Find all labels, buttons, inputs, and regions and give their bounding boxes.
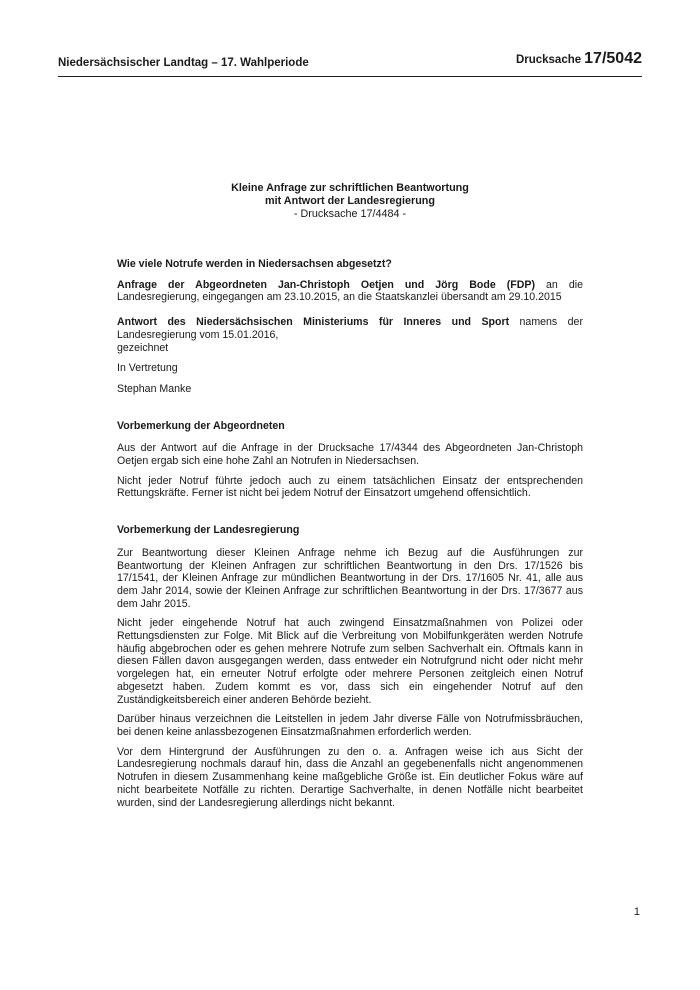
landesregierung-paragraph: Vor dem Hintergrund der Ausführungen zu den o. a. Anfragen weise ich aus Sicht der Landesregierung nochmals darauf hin, dass die Anzahl an gegebenenfalls nicht angenommenen Notrufen in diesem Zusammenhang keine maßgebliche Größe ist. Ein deutlicher Fokus wäre auf nicht bearbeitete Notfälle zu richten. Derartige Sachverhalte, in denen Notfälle nicht bearbeitet wurden, sind der Landesregierung allerdings nicht bekannt. xyxy=(117,745,583,809)
in-vertretung: In Vertretung xyxy=(117,362,178,375)
drucksache-label: Drucksache xyxy=(515,54,582,66)
anfrage-authors: Anfrage der Abgeordneten Jan-Christoph Oetjen und Jörg Bode (FDP) xyxy=(117,278,536,291)
page-number: 1 xyxy=(633,906,640,918)
drucksache-number: 17/5042 xyxy=(584,50,642,67)
antwort-details: namens der Landesregierung vom 15.01.2016, xyxy=(117,316,583,341)
landesregierung-paragraph: Darüber hinaus verzeichnen die Leitstellen in jedem Jahr diverse Fälle von Notrufmissbräuchen, bei denen keine anlassbezogenen Einsatzmaßnahmen erforderlich werden. xyxy=(117,713,583,738)
abgeordnete-paragraph: Aus der Antwort auf die Anfrage in der Drucksache 17/4344 des Abgeordneten Jan-Christoph Oetjen ergab sich eine hohe Zahl an Notrufen in Niedersachsen. xyxy=(117,442,583,468)
antwort-signed: gezeichnet xyxy=(117,341,169,354)
document-body xyxy=(117,258,583,816)
question-heading: Wie viele Notrufe werden in Niedersachsen abgesetzt? xyxy=(117,258,392,270)
antwort-paragraph xyxy=(117,316,583,354)
landesregierung-paragraph: Nicht jeder eingehende Notruf hat auch zwingend Einsatzmaßnahmen von Polizei oder Rettungsdiensten zur Folge. Mit Blick auf die Verbreitung von Mobilfunkgeräten werden Notrufe häufig abgebrochen oder es gehen mehrere Notrufe zum selben Sachverhalt ein. Oftmals kann in diesen Fällen davon ausgegangen werden, dass entweder ein Notrufgrund nicht oder nicht mehr vorgelegen hat, ein erneuter Notruf erfolgte oder mehrere Personen zeitgleich einen Notruf abgesetzt haben. Zudem kommt es vor, dass sich ein eingehender Notruf auf den Zuständigkeitsbereich einer anderen Behörde bezieht. xyxy=(117,617,583,706)
title-line-2: mit Antwort der Landesregierung xyxy=(265,195,435,207)
parliament-title: Niedersächsischer Landtag – 17. Wahlperiode xyxy=(58,57,309,69)
anfrage-paragraph xyxy=(117,279,583,304)
document-title xyxy=(58,182,642,221)
section-heading-abgeordnete: Vorbemerkung der Abgeordneten xyxy=(117,419,285,432)
antwort-ministry: Antwort des Niedersächsischen Ministeriums für Inneres und Sport xyxy=(117,316,510,329)
landesregierung-paragraph: Zur Beantwortung dieser Kleinen Anfrage nehme ich Bezug auf die Ausführungen zur Beantwortung der Kleinen Anfragen zur schriftlichen Beantwortung in den Drs. 17/1526 bis 17/1541, der Kleinen Anfrage zur mündlichen Beantwortung in der Drs. 17/1605 Nr. 41, alle aus dem Jahr 2014, sowie der Kleinen Anfrage zur schriftlichen Beantwortung in der Drs. 17/3677 aus dem Jahr 2015. xyxy=(117,546,583,610)
section-heading-landesregierung: Vorbemerkung der Landesregierung xyxy=(117,524,300,537)
signatory-name: Stephan Manke xyxy=(117,382,192,395)
page-header xyxy=(58,50,642,77)
title-line-1: Kleine Anfrage zur schriftlichen Beantwortung xyxy=(231,182,469,194)
abgeordnete-paragraph: Nicht jeder Notruf führte jedoch auch zu einem tatsächlichen Einsatz der entsprechenden Rettungskräfte. Ferner ist nicht bei jedem Notruf der Einsatzort umgehend offensichtlich. xyxy=(117,474,583,500)
anfrage-details: an die Landesregierung, eingegangen am 23.10.2015, an die Staatskanzlei übersandt am 29.10.2015 xyxy=(117,278,583,304)
title-line-3: - Drucksache 17/4484 - xyxy=(293,208,407,220)
drucksache-id xyxy=(516,50,642,68)
